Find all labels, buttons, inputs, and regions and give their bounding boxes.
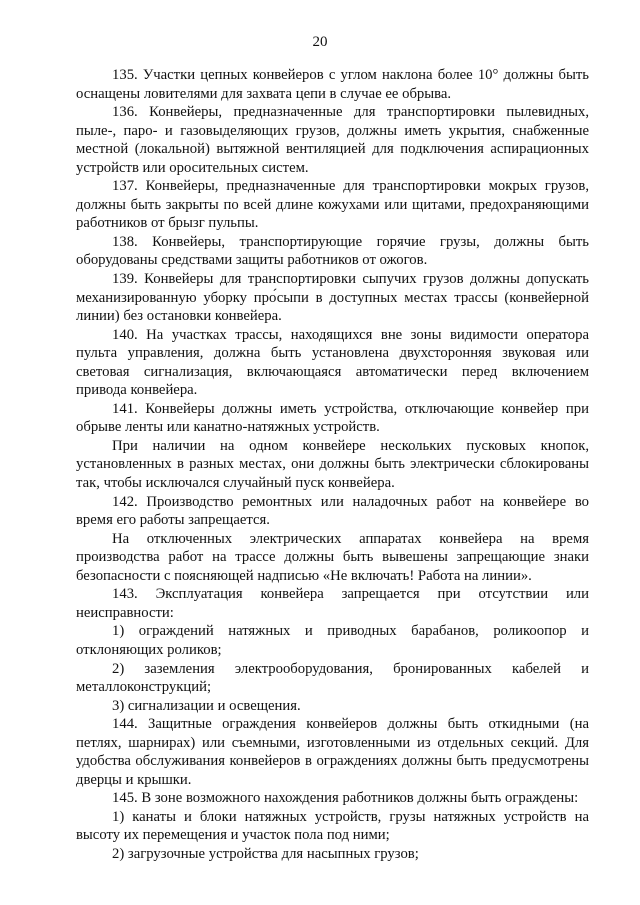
document-body	[76, 66, 589, 864]
paragraph-141: 141. Конвейеры должны иметь устройства, отключающие конвейер при обрыве ленты или канатно-натяжных устройств.	[76, 400, 589, 436]
paragraph-144: 144. Защитные ограждения конвейеров должны быть откидными (на петлях, шарнирах) или съемными, изготовленными из отдельных секций. Для удобства обслуживания конвейеров в ограждениях должны быть предусмотрены дверцы и крышки.	[76, 716, 589, 788]
paragraph-143: 143. Эксплуатация конвейера запрещается при отсутствии или неисправности:	[76, 586, 589, 621]
list-item-143-2: 2) заземления электрооборудования, бронированных кабелей и металлоконструкций;	[76, 660, 589, 696]
list-item-145-2: 2) загрузочные устройства для насыпных грузов;	[112, 845, 419, 862]
paragraph-138: 138. Конвейеры, транспортирующие горячие грузы, должны быть оборудованы средствами защиты работников от ожогов.	[76, 233, 589, 269]
paragraph-140: 140. На участках трассы, находящихся вне зоны видимости оператора пульта управления, должна быть установлена двухсторонняя звуковая или световая сигнализация, включающаяся автоматически перед включением привода конвейера.	[76, 326, 589, 399]
paragraph-142-signs: На отключенных электрических аппаратах конвейера на время производства работ на трассе должны быть вывешены запрещающие знаки безопасности с поясняющей надписью «Не включать! Работа на линии».	[76, 530, 589, 584]
list-item-143-3: 3) сигнализации и освещения.	[112, 697, 301, 714]
paragraph-139: 139. Конвейеры для транспортировки сыпучих грузов должны допускать механизированную уборку про́сыпи в доступных местах трассы (конвейерной линии) без остановки конвейера.	[76, 271, 589, 325]
paragraph-136: 136. Конвейеры, предназначенные для транспортировки пылевидных, пыле-, паро- и газовыделяющих грузов, должны иметь укрытия, снабженные местной (локальной) вытяжной вентиляцией для подключения аспирационных устройств или оросительных систем.	[76, 104, 589, 176]
paragraph-135: 135. Участки цепных конвейеров с углом наклона более 10° должны быть оснащены ловителями для захвата цепи в случае ее обрыва.	[76, 67, 589, 102]
paragraph-137: 137. Конвейеры, предназначенные для транспортировки мокрых грузов, должны быть закрыты по всей длине кожухами или щитами, предохраняющими работников от брызг пульпы.	[76, 178, 589, 232]
page-number: 20	[312, 34, 328, 50]
list-item-145-1: 1) канаты и блоки натяжных устройств, грузы натяжных устройств на высоту их перемещения и участок пола под ними;	[76, 808, 589, 844]
paragraph-141-interlock: При наличии на одном конвейере нескольких пусковых кнопок, установленных в разных местах, они должны быть электрически сблокированы так, чтобы исключался случайный пуск конвейера.	[76, 437, 589, 492]
list-item-143-1: 1) ограждений натяжных и приводных барабанов, роликоопор и отклоняющих роликов;	[76, 623, 589, 658]
paragraph-145: 145. В зоне возможного нахождения работников должны быть ограждены:	[112, 790, 579, 807]
paragraph-142: 142. Производство ремонтных или наладочных работ на конвейере во время его работы запрещается.	[76, 493, 589, 529]
